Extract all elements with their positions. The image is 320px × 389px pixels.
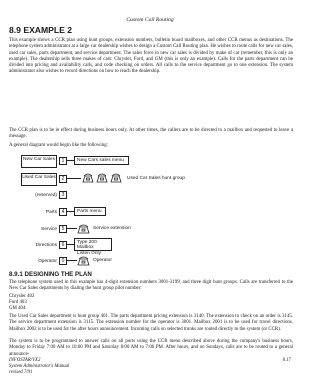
mailbox-line-1: Type 200 Mailbox bbox=[77, 240, 97, 251]
key-3: 3 bbox=[59, 191, 67, 199]
intro-paragraph-3: A general diagram would begin like the following: bbox=[9, 143, 109, 148]
mailbox-line-2: Listen Only bbox=[77, 250, 101, 256]
key-6: 6 bbox=[59, 241, 67, 249]
mailbox-box bbox=[74, 238, 112, 256]
key-0: 0 bbox=[59, 257, 67, 265]
subsection-title: 8.9.1 DESIGNING THE PLAN bbox=[9, 271, 92, 278]
menu-item-parts: Parts bbox=[45, 210, 57, 215]
footer-left bbox=[9, 358, 69, 375]
connector-line bbox=[67, 228, 77, 229]
new-cars-menu-box: New Cars sales menu bbox=[74, 156, 129, 165]
hunt-group-phones-icon bbox=[81, 171, 125, 189]
key-4: 4 bbox=[59, 208, 67, 216]
footer-product: INFOSTAR/VX2 bbox=[9, 358, 41, 363]
parts-menu-box: Parts menu bbox=[74, 207, 106, 216]
connector-line bbox=[67, 160, 74, 161]
menu-item-service: Service bbox=[41, 227, 57, 232]
hunt-group-list bbox=[9, 294, 293, 312]
menu-item-new-car-sales: New Car Sales bbox=[21, 155, 57, 168]
footer-revision: revised 7/91 bbox=[9, 369, 33, 375]
used-car-hunt-group-label: Used Car Sales hunt group bbox=[127, 176, 185, 181]
section-title: 8.9 EXAMPLE 2 bbox=[9, 25, 73, 35]
menu-item-used-car-sales: Used Car Sales bbox=[21, 173, 57, 186]
footer-manual: System Administrator's Manual bbox=[9, 363, 70, 369]
intro-paragraph-2: The CCR plan is to be in effect during business hours only. At other times, the callers are to be directed to a mailbox and requested to leave a message. bbox=[9, 128, 293, 140]
body-paragraph-3: The system is to be programmed to answer calls on all ports using the CCR menu described above during the company's business hours, Monday to Friday 7:00 AM to 10:00 PM and Saturday 8:00 AM to 7:00 PM. After hours, and on Sundays, calls are to be routed to a general announce- bbox=[9, 339, 293, 357]
hunt-group-gm: GM 404 bbox=[9, 305, 26, 311]
connector-line bbox=[67, 178, 81, 179]
menu-item-operator: Operator bbox=[38, 259, 57, 264]
running-head: Custom Call Routing bbox=[126, 17, 174, 23]
hunt-group-ford: Ford 403 bbox=[9, 299, 27, 305]
connector-line bbox=[67, 260, 77, 261]
service-extension-label: Service extension bbox=[93, 226, 131, 231]
key-2: 2 bbox=[59, 175, 67, 183]
menu-item-directions: Directions bbox=[35, 243, 57, 248]
connector-line bbox=[67, 244, 74, 245]
body-paragraph-1: The telephone system used in this example has 4-digit extension numbers 3001-3199, and three digit hunt groups. Calls are transferred to the New Car Sales departments by dialing the hunt group pilot number: bbox=[9, 280, 293, 292]
key-5: 5 bbox=[59, 225, 67, 233]
operator-phone-icon bbox=[77, 254, 91, 272]
hunt-group-chrysler: Chrysler 402 bbox=[9, 294, 35, 299]
connector-line bbox=[67, 211, 74, 212]
key-1: 1 bbox=[59, 157, 67, 165]
menu-item-reserved: (reserved) bbox=[35, 193, 57, 198]
ccr-diagram bbox=[9, 155, 293, 265]
operator-label: Operator bbox=[93, 258, 112, 263]
intro-paragraph: This example shows a CCR plan using hunt groups, extension numbers, bulletin board mailboxes, and other CCR menus as destinations. The telephone system administrator at a large car dealership wishes to design a Custom Call Routing plan. He wishes to route calls for new car sales, used car sales, parts department, and service department. The sales force in new car sales is divided by make of car (remember, this is only an example). The dealership sells three makes of cars: Chrysler, Ford, and GM (this is only an example). Calls for the parts department can be divided into pricing and availability calls, and code checking on orders. All calls to the service department go to one extension. The system administrator also wishes to record directions on how to reach the dealership. bbox=[9, 38, 293, 75]
page-number: 8.17 bbox=[282, 358, 291, 363]
body-paragraph-2: The Used Car Sales department is hunt group 401. The parts department pricing extension is 3140. The extension to check on an order is 3145. The service department extension is 3115. The extension number for the operator is 3001. Mailbox 2001 is to be used for travel directions. Mailbox 2002 is to be used for the after hours announcement. Incoming calls on selected trunks are routed directly to the system (or CCR). bbox=[9, 314, 293, 332]
